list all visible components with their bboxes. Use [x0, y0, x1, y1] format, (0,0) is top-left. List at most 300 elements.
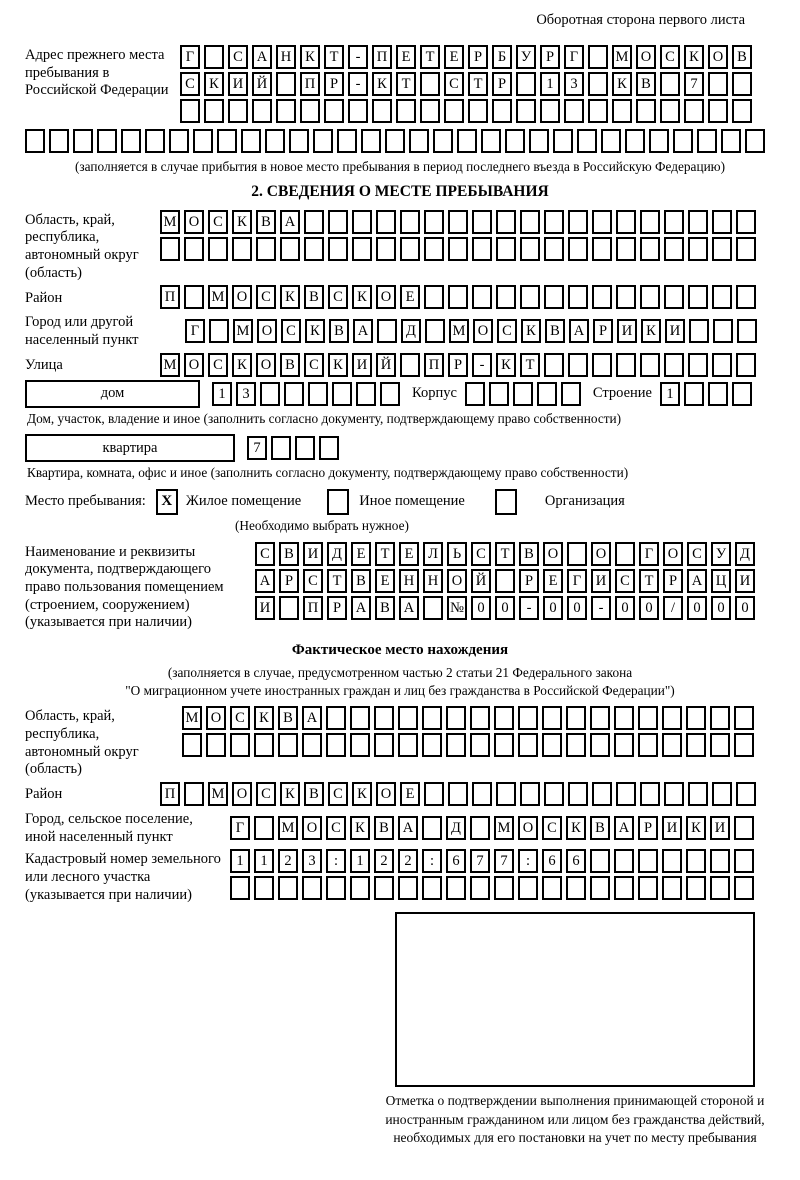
region-row-2[interactable] [160, 237, 760, 261]
char-cell[interactable]: П [160, 285, 180, 309]
char-cell[interactable] [496, 782, 516, 806]
char-cell[interactable] [638, 876, 658, 900]
char-cell[interactable]: С [615, 569, 635, 593]
char-cell[interactable] [193, 129, 213, 153]
char-cell[interactable]: К [305, 319, 325, 343]
char-cell[interactable]: И [710, 816, 730, 840]
char-cell[interactable]: Г [180, 45, 200, 69]
char-cell[interactable] [374, 706, 394, 730]
char-cell[interactable]: С [256, 782, 276, 806]
char-cell[interactable] [495, 569, 515, 593]
char-cell[interactable]: С [471, 542, 491, 566]
char-cell[interactable] [180, 99, 200, 123]
char-cell[interactable]: 6 [542, 849, 562, 873]
char-cell[interactable]: Р [663, 569, 683, 593]
char-cell[interactable] [537, 382, 557, 406]
actual-region-row-1[interactable] [182, 706, 758, 730]
char-cell[interactable] [420, 72, 440, 96]
char-cell[interactable] [424, 210, 444, 234]
char-cell[interactable] [614, 876, 634, 900]
char-cell[interactable] [566, 733, 586, 757]
char-cell[interactable]: 7 [684, 72, 704, 96]
char-cell[interactable] [649, 129, 669, 153]
char-cell[interactable]: М [208, 782, 228, 806]
char-cell[interactable] [217, 129, 237, 153]
char-cell[interactable] [457, 129, 477, 153]
char-cell[interactable]: С [180, 72, 200, 96]
char-cell[interactable] [684, 382, 704, 406]
char-cell[interactable] [636, 99, 656, 123]
char-cell[interactable] [184, 782, 204, 806]
char-cell[interactable] [614, 733, 634, 757]
char-cell[interactable] [561, 382, 581, 406]
char-cell[interactable]: О [376, 782, 396, 806]
char-cell[interactable] [350, 706, 370, 730]
char-cell[interactable]: 3 [564, 72, 584, 96]
char-cell[interactable]: К [204, 72, 224, 96]
char-cell[interactable] [520, 237, 540, 261]
char-cell[interactable]: Т [420, 45, 440, 69]
char-cell[interactable]: Р [638, 816, 658, 840]
char-cell[interactable] [209, 319, 229, 343]
char-cell[interactable] [616, 285, 636, 309]
char-cell[interactable] [396, 99, 416, 123]
char-cell[interactable]: Р [324, 72, 344, 96]
char-cell[interactable]: 7 [247, 436, 267, 460]
char-cell[interactable]: О [302, 816, 322, 840]
char-cell[interactable]: Г [639, 542, 659, 566]
char-cell[interactable]: Р [593, 319, 613, 343]
checkbox-residential[interactable]: X [156, 489, 178, 515]
char-cell[interactable] [182, 733, 202, 757]
char-cell[interactable]: 7 [470, 849, 490, 873]
char-cell[interactable] [260, 382, 280, 406]
char-cell[interactable]: О [206, 706, 226, 730]
char-cell[interactable]: Й [376, 353, 396, 377]
checkbox-organization[interactable] [495, 489, 517, 515]
char-cell[interactable] [276, 72, 296, 96]
stroenie-cells[interactable] [660, 382, 756, 406]
char-cell[interactable] [588, 72, 608, 96]
char-cell[interactable]: С [208, 210, 228, 234]
char-cell[interactable]: А [353, 319, 373, 343]
char-cell[interactable]: М [278, 816, 298, 840]
char-cell[interactable]: П [300, 72, 320, 96]
char-cell[interactable] [160, 237, 180, 261]
char-cell[interactable]: 0 [639, 596, 659, 620]
char-cell[interactable]: О [184, 210, 204, 234]
char-cell[interactable] [684, 99, 704, 123]
char-cell[interactable]: Г [230, 816, 250, 840]
char-cell[interactable]: А [302, 706, 322, 730]
char-cell[interactable] [616, 782, 636, 806]
char-cell[interactable] [169, 129, 189, 153]
char-cell[interactable] [640, 782, 660, 806]
char-cell[interactable]: С [687, 542, 707, 566]
char-cell[interactable]: В [374, 816, 394, 840]
char-cell[interactable] [204, 45, 224, 69]
city-cells[interactable] [185, 319, 761, 343]
char-cell[interactable] [481, 129, 501, 153]
char-cell[interactable]: А [399, 596, 419, 620]
char-cell[interactable]: Т [327, 569, 347, 593]
char-cell[interactable] [640, 237, 660, 261]
char-cell[interactable]: И [735, 569, 755, 593]
char-cell[interactable]: С [660, 45, 680, 69]
char-cell[interactable]: С [328, 782, 348, 806]
char-cell[interactable]: Н [399, 569, 419, 593]
char-cell[interactable]: О [257, 319, 277, 343]
char-cell[interactable]: К [350, 816, 370, 840]
char-cell[interactable]: В [732, 45, 752, 69]
char-cell[interactable] [228, 99, 248, 123]
char-cell[interactable]: 0 [471, 596, 491, 620]
actual-city-cells[interactable] [230, 816, 758, 840]
char-cell[interactable]: Е [351, 542, 371, 566]
char-cell[interactable]: В [329, 319, 349, 343]
char-cell[interactable]: А [569, 319, 589, 343]
char-cell[interactable]: / [663, 596, 683, 620]
char-cell[interactable]: 0 [615, 596, 635, 620]
char-cell[interactable] [529, 129, 549, 153]
char-cell[interactable]: Н [276, 45, 296, 69]
char-cell[interactable] [734, 816, 754, 840]
actual-region-row-2[interactable] [182, 733, 758, 757]
char-cell[interactable] [736, 782, 756, 806]
char-cell[interactable] [308, 382, 328, 406]
char-cell[interactable] [422, 876, 442, 900]
char-cell[interactable]: У [711, 542, 731, 566]
char-cell[interactable]: К [612, 72, 632, 96]
char-cell[interactable] [400, 210, 420, 234]
char-cell[interactable]: К [352, 285, 372, 309]
char-cell[interactable] [542, 706, 562, 730]
actual-district-cells[interactable] [160, 782, 760, 806]
char-cell[interactable] [688, 237, 708, 261]
char-cell[interactable] [374, 733, 394, 757]
char-cell[interactable]: 2 [374, 849, 394, 873]
char-cell[interactable]: Т [495, 542, 515, 566]
char-cell[interactable] [254, 816, 274, 840]
char-cell[interactable] [337, 129, 357, 153]
char-cell[interactable]: С [328, 285, 348, 309]
char-cell[interactable] [356, 382, 376, 406]
char-cell[interactable] [328, 237, 348, 261]
char-cell[interactable] [472, 237, 492, 261]
char-cell[interactable]: С [255, 542, 275, 566]
char-cell[interactable] [712, 285, 732, 309]
char-cell[interactable] [734, 706, 754, 730]
char-cell[interactable] [328, 210, 348, 234]
char-cell[interactable]: Н [423, 569, 443, 593]
char-cell[interactable] [520, 782, 540, 806]
char-cell[interactable]: В [304, 285, 324, 309]
char-cell[interactable] [184, 285, 204, 309]
char-cell[interactable] [736, 210, 756, 234]
char-cell[interactable] [204, 99, 224, 123]
char-cell[interactable] [664, 782, 684, 806]
char-cell[interactable]: Е [444, 45, 464, 69]
char-cell[interactable] [625, 129, 645, 153]
char-cell[interactable]: Е [396, 45, 416, 69]
char-cell[interactable]: 0 [567, 596, 587, 620]
char-cell[interactable] [256, 237, 276, 261]
char-cell[interactable] [564, 99, 584, 123]
char-cell[interactable] [398, 706, 418, 730]
char-cell[interactable]: : [518, 849, 538, 873]
char-cell[interactable] [708, 382, 728, 406]
char-cell[interactable] [540, 99, 560, 123]
char-cell[interactable]: Т [375, 542, 395, 566]
char-cell[interactable]: № [447, 596, 467, 620]
char-cell[interactable] [592, 285, 612, 309]
char-cell[interactable]: О [232, 782, 252, 806]
char-cell[interactable] [352, 210, 372, 234]
char-cell[interactable]: В [351, 569, 371, 593]
char-cell[interactable]: С [303, 569, 323, 593]
char-cell[interactable] [516, 72, 536, 96]
char-cell[interactable] [472, 285, 492, 309]
char-cell[interactable] [568, 782, 588, 806]
char-cell[interactable] [376, 237, 396, 261]
char-cell[interactable] [513, 382, 533, 406]
char-cell[interactable]: О [543, 542, 563, 566]
char-cell[interactable]: О [591, 542, 611, 566]
char-cell[interactable] [664, 237, 684, 261]
char-cell[interactable]: О [184, 353, 204, 377]
char-cell[interactable] [640, 285, 660, 309]
char-cell[interactable]: В [304, 782, 324, 806]
char-cell[interactable]: С [281, 319, 301, 343]
char-cell[interactable] [544, 353, 564, 377]
char-cell[interactable]: 1 [230, 849, 250, 873]
char-cell[interactable] [710, 876, 730, 900]
char-cell[interactable] [326, 706, 346, 730]
char-cell[interactable]: Д [401, 319, 421, 343]
char-cell[interactable] [232, 237, 252, 261]
char-cell[interactable] [592, 782, 612, 806]
char-cell[interactable] [686, 876, 706, 900]
char-cell[interactable] [697, 129, 717, 153]
char-cell[interactable]: О [473, 319, 493, 343]
char-cell[interactable]: И [665, 319, 685, 343]
char-cell[interactable] [206, 733, 226, 757]
char-cell[interactable]: О [256, 353, 276, 377]
char-cell[interactable] [544, 782, 564, 806]
cadastral-row-2[interactable] [230, 876, 758, 900]
char-cell[interactable]: М [182, 706, 202, 730]
cadastral-row-1[interactable] [230, 849, 758, 873]
char-cell[interactable] [614, 706, 634, 730]
char-cell[interactable]: Г [564, 45, 584, 69]
char-cell[interactable] [446, 733, 466, 757]
char-cell[interactable] [686, 706, 706, 730]
char-cell[interactable]: Т [639, 569, 659, 593]
char-cell[interactable]: А [398, 816, 418, 840]
char-cell[interactable] [566, 876, 586, 900]
char-cell[interactable] [590, 706, 610, 730]
char-cell[interactable] [673, 129, 693, 153]
char-cell[interactable] [422, 816, 442, 840]
char-cell[interactable]: А [351, 596, 371, 620]
char-cell[interactable] [425, 319, 445, 343]
char-cell[interactable] [470, 876, 490, 900]
char-cell[interactable]: К [684, 45, 704, 69]
char-cell[interactable] [380, 382, 400, 406]
char-cell[interactable]: А [280, 210, 300, 234]
char-cell[interactable]: М [160, 210, 180, 234]
char-cell[interactable] [278, 733, 298, 757]
char-cell[interactable]: 7 [494, 849, 514, 873]
char-cell[interactable]: К [686, 816, 706, 840]
prev-address-row-1[interactable] [180, 45, 756, 69]
char-cell[interactable] [376, 210, 396, 234]
char-cell[interactable] [97, 129, 117, 153]
char-cell[interactable]: О [447, 569, 467, 593]
char-cell[interactable] [544, 285, 564, 309]
char-cell[interactable] [689, 319, 709, 343]
char-cell[interactable]: 1 [660, 382, 680, 406]
char-cell[interactable] [492, 99, 512, 123]
char-cell[interactable] [732, 72, 752, 96]
char-cell[interactable]: С [497, 319, 517, 343]
char-cell[interactable] [276, 99, 296, 123]
char-cell[interactable]: В [278, 706, 298, 730]
char-cell[interactable] [542, 876, 562, 900]
char-cell[interactable] [184, 237, 204, 261]
char-cell[interactable] [230, 733, 250, 757]
char-cell[interactable] [400, 237, 420, 261]
char-cell[interactable] [489, 382, 509, 406]
char-cell[interactable] [326, 733, 346, 757]
char-cell[interactable] [516, 99, 536, 123]
char-cell[interactable] [400, 353, 420, 377]
char-cell[interactable]: Ц [711, 569, 731, 593]
char-cell[interactable] [544, 210, 564, 234]
char-cell[interactable] [734, 849, 754, 873]
char-cell[interactable] [568, 210, 588, 234]
char-cell[interactable] [721, 129, 741, 153]
char-cell[interactable] [616, 237, 636, 261]
char-cell[interactable]: С [304, 353, 324, 377]
char-cell[interactable] [423, 596, 443, 620]
char-cell[interactable]: 2 [398, 849, 418, 873]
prev-address-row-2[interactable] [180, 72, 756, 96]
char-cell[interactable]: Е [375, 569, 395, 593]
char-cell[interactable] [284, 382, 304, 406]
char-cell[interactable]: В [375, 596, 395, 620]
char-cell[interactable]: О [518, 816, 538, 840]
char-cell[interactable] [660, 72, 680, 96]
char-cell[interactable]: В [636, 72, 656, 96]
char-cell[interactable]: К [566, 816, 586, 840]
char-cell[interactable] [736, 353, 756, 377]
char-cell[interactable] [448, 210, 468, 234]
char-cell[interactable] [49, 129, 69, 153]
char-cell[interactable]: О [708, 45, 728, 69]
char-cell[interactable]: : [326, 849, 346, 873]
char-cell[interactable] [409, 129, 429, 153]
char-cell[interactable] [664, 285, 684, 309]
char-cell[interactable] [472, 782, 492, 806]
char-cell[interactable] [615, 542, 635, 566]
char-cell[interactable] [472, 210, 492, 234]
char-cell[interactable] [448, 285, 468, 309]
char-cell[interactable] [361, 129, 381, 153]
char-cell[interactable]: Т [324, 45, 344, 69]
char-cell[interactable] [688, 353, 708, 377]
district-cells[interactable] [160, 285, 760, 309]
char-cell[interactable] [544, 237, 564, 261]
char-cell[interactable] [712, 353, 732, 377]
char-cell[interactable]: С [228, 45, 248, 69]
char-cell[interactable] [688, 210, 708, 234]
char-cell[interactable]: Т [396, 72, 416, 96]
char-cell[interactable]: Г [567, 569, 587, 593]
char-cell[interactable] [121, 129, 141, 153]
char-cell[interactable] [712, 782, 732, 806]
char-cell[interactable] [422, 706, 442, 730]
char-cell[interactable]: - [591, 596, 611, 620]
char-cell[interactable] [433, 129, 453, 153]
char-cell[interactable] [568, 285, 588, 309]
char-cell[interactable] [662, 733, 682, 757]
char-cell[interactable] [553, 129, 573, 153]
korpus-cells[interactable] [465, 382, 585, 406]
prev-address-row-4[interactable] [25, 129, 775, 153]
char-cell[interactable] [592, 237, 612, 261]
char-cell[interactable]: Л [423, 542, 443, 566]
char-cell[interactable] [494, 876, 514, 900]
char-cell[interactable] [468, 99, 488, 123]
char-cell[interactable]: С [326, 816, 346, 840]
char-cell[interactable]: В [279, 542, 299, 566]
char-cell[interactable] [302, 733, 322, 757]
char-cell[interactable] [470, 706, 490, 730]
char-cell[interactable]: И [617, 319, 637, 343]
char-cell[interactable]: М [208, 285, 228, 309]
char-cell[interactable]: 0 [495, 596, 515, 620]
char-cell[interactable]: П [160, 782, 180, 806]
char-cell[interactable] [612, 99, 632, 123]
prev-address-row-3[interactable] [180, 99, 756, 123]
char-cell[interactable] [470, 733, 490, 757]
char-cell[interactable]: Е [400, 782, 420, 806]
char-cell[interactable] [505, 129, 525, 153]
char-cell[interactable] [252, 99, 272, 123]
char-cell[interactable] [352, 237, 372, 261]
char-cell[interactable]: 6 [566, 849, 586, 873]
char-cell[interactable]: Й [471, 569, 491, 593]
char-cell[interactable]: К [641, 319, 661, 343]
char-cell[interactable]: М [449, 319, 469, 343]
char-cell[interactable]: К [280, 285, 300, 309]
char-cell[interactable]: Д [735, 542, 755, 566]
char-cell[interactable] [300, 99, 320, 123]
region-row-1[interactable] [160, 210, 760, 234]
char-cell[interactable] [420, 99, 440, 123]
char-cell[interactable] [616, 210, 636, 234]
char-cell[interactable] [350, 733, 370, 757]
document-row-1[interactable] [255, 542, 759, 566]
char-cell[interactable] [295, 436, 315, 460]
char-cell[interactable] [713, 319, 733, 343]
char-cell[interactable] [638, 849, 658, 873]
char-cell[interactable] [398, 733, 418, 757]
char-cell[interactable]: Е [400, 285, 420, 309]
char-cell[interactable] [688, 285, 708, 309]
char-cell[interactable]: - [472, 353, 492, 377]
